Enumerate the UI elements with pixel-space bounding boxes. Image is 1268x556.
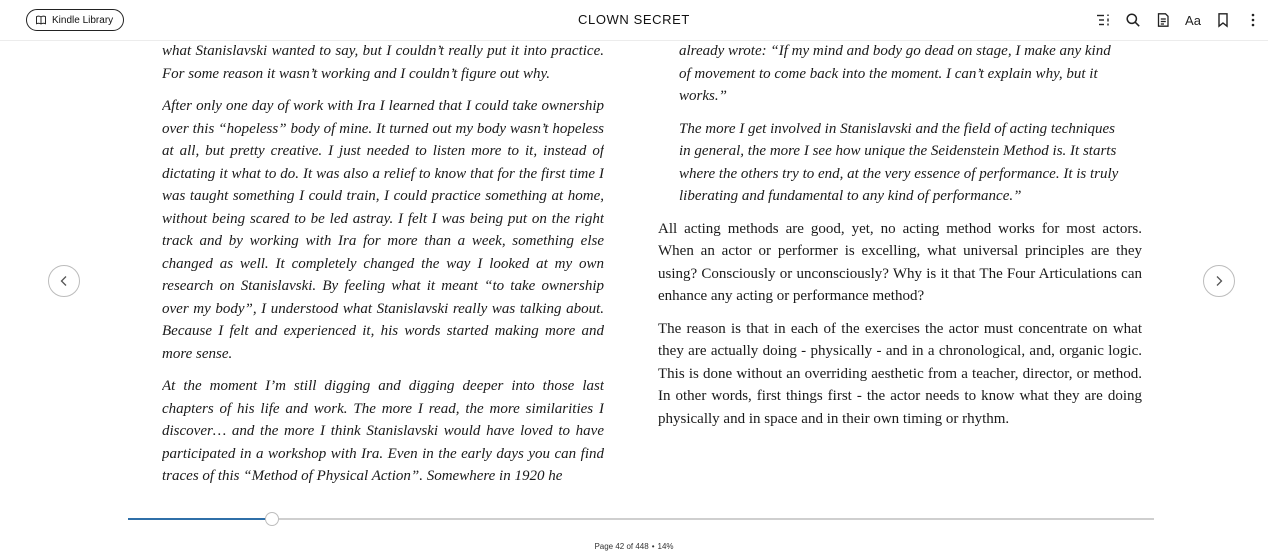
page-position-info — [0, 542, 1268, 551]
more-options-icon — [1245, 12, 1261, 28]
chevron-left-icon — [58, 275, 70, 287]
more-options-button[interactable] — [1238, 8, 1268, 32]
right-page — [658, 41, 1142, 491]
table-of-contents-icon — [1095, 12, 1111, 28]
chevron-right-icon — [1213, 275, 1225, 287]
left-paragraph: After only one day of work with Ira I learned that I could take ownership over this “hopeless” body of mine. It turned out my body wasn’t hopeless at all, but pretty creative. I just needed to listen more to it, instead of dictating it what to do. It was also a relief to know that for the first time I was taught something I could train, I could practice something at home, without being scared to be led astray. I felt I was being put on the right track and by working with Ira for more than a week, something else changed as well. It completely changed the way I looked at my own research on Stanislavski. By feeling what it meant “to take ownership over my body”, I understood what Stanislavski really was talking about. Because I felt and experienced it, his words started making more and more sense. — [162, 98, 604, 362]
reading-progress-bar[interactable] — [128, 518, 1154, 520]
bookmark-button[interactable] — [1208, 8, 1238, 32]
reader-header — [0, 0, 1268, 41]
separator-dot: • — [651, 542, 655, 551]
notebook-icon — [1155, 12, 1171, 28]
reading-progress-fill — [128, 518, 272, 520]
right-paragraph: The reason is that in each of the exercises the actor must concentrate on what they are actually doing - physically - and in a chronological, and, organic logic. This is done without an overriding aesthetic from a teacher, director, or method. In other words, first things first - the actor needs to know what they are doing physically and in space and in their own timing or rhythm. — [658, 320, 1142, 427]
bookmark-icon — [1215, 12, 1231, 28]
notebook-button[interactable] — [1148, 8, 1178, 32]
font-settings-icon: Aa — [1185, 12, 1201, 28]
book-title: CLOWN SECRET — [578, 12, 690, 27]
table-of-contents-button[interactable] — [1088, 8, 1118, 32]
reader-toolbar — [1088, 8, 1268, 32]
search-button[interactable] — [1118, 8, 1148, 32]
next-page-button[interactable] — [1203, 265, 1235, 297]
kindle-library-label: Kindle Library — [52, 14, 114, 26]
right-quote-paragraph: already wrote: “If my mind and body go dead on stage, I make any kind of movement to come back into the moment. I can’t explain why, but it works.” — [679, 43, 1111, 104]
search-icon — [1125, 12, 1141, 28]
page-number-label: Page 42 of 448 — [594, 542, 649, 551]
left-page — [162, 41, 604, 491]
font-settings-button[interactable] — [1178, 8, 1208, 32]
left-paragraph: what Stanislavski wanted to say, but I couldn’t really put it into practice. For some reason it wasn’t working and I couldn’t figure out why. — [162, 43, 604, 82]
left-paragraph: At the moment I’m still digging and digging deeper into those last chapters of his life and work. The more I read, the more similarities I discover… and the more I think Stanislavski would have loved to have participated in a workshop with Ira. Even in the early days you can find traces of this “Method of Physical Action”. Somewhere in 1920 he — [162, 378, 604, 484]
reading-progress-handle[interactable] — [265, 512, 279, 526]
previous-page-button[interactable] — [48, 265, 80, 297]
right-paragraph: All acting methods are good, yet, no acting method works for most actors. When an actor or performer is excelling, what universal principles are they using? Consciously or unconsciously? Why is it that The Four Articulations can enhance any acting or performance method? — [658, 220, 1142, 304]
right-quote-paragraph: The more I get involved in Stanislavski and the field of acting techniques in general, the more I see how unique the Seidenstein Method is. It starts where the others try to end, at the very essence of performance. It is truly liberating and fundamental to any kind of performance.” — [679, 120, 1119, 204]
progress-percent-label: 14% — [657, 542, 674, 551]
